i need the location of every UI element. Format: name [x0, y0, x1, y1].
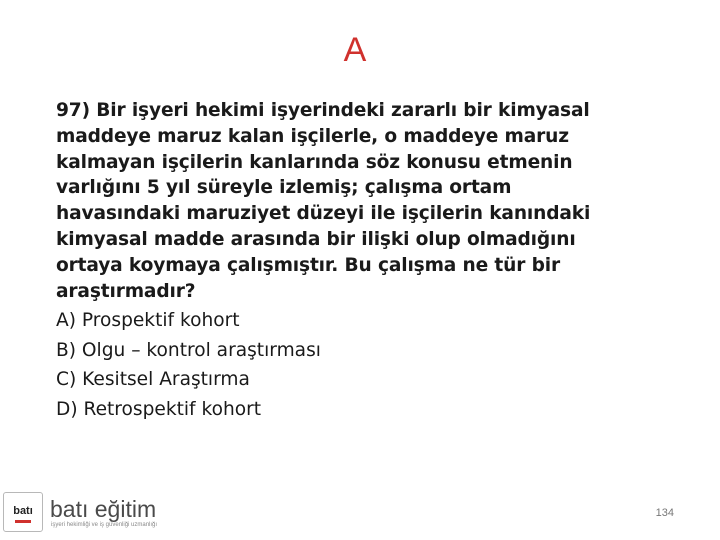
option-c: C) Kesitsel Araştırma: [56, 369, 250, 391]
slide-title: A: [343, 31, 367, 69]
question-line: kimyasal madde arasında bir ilişki olup olmadığını: [56, 228, 576, 250]
question-line: maddeye maruz kalan işçilerle, o maddeye maruz: [56, 125, 569, 147]
answer-options: [56, 306, 666, 424]
option-a: A) Prospektif kohort: [56, 310, 240, 332]
question-text: [56, 98, 666, 304]
brand-name: batı eğitim: [50, 496, 157, 522]
logo-accent-bar: [15, 520, 31, 523]
option-d: D) Retrospektif kohort: [56, 398, 262, 420]
question-line: araştırmadır?: [56, 280, 196, 302]
question-line: 97) Bir işyeri hekimi işyerindeki zararlı bir kimyasal: [56, 100, 590, 121]
option-b: B) Olgu – kontrol araştırması: [56, 339, 321, 361]
question-line: kalmayan işçilerin kanlarında söz konusu etmenin: [56, 151, 573, 173]
logo-box-text: batı: [13, 505, 33, 517]
question-line: varlığını 5 yıl süreyle izlemiş; çalışma ortam: [56, 177, 512, 199]
question-line: havasındaki maruziyet düzeyi ile işçilerin kanındaki: [56, 203, 591, 225]
brand-logo-icon: [3, 492, 43, 532]
question-line: ortaya koymaya çalışmıştır. Bu çalışma ne tür bir: [56, 254, 560, 276]
brand-tagline: işyeri hekimliği ve iş güvenliği uzmanlığı: [51, 522, 158, 528]
question-block: [56, 98, 666, 424]
page-number: 134: [655, 507, 674, 519]
